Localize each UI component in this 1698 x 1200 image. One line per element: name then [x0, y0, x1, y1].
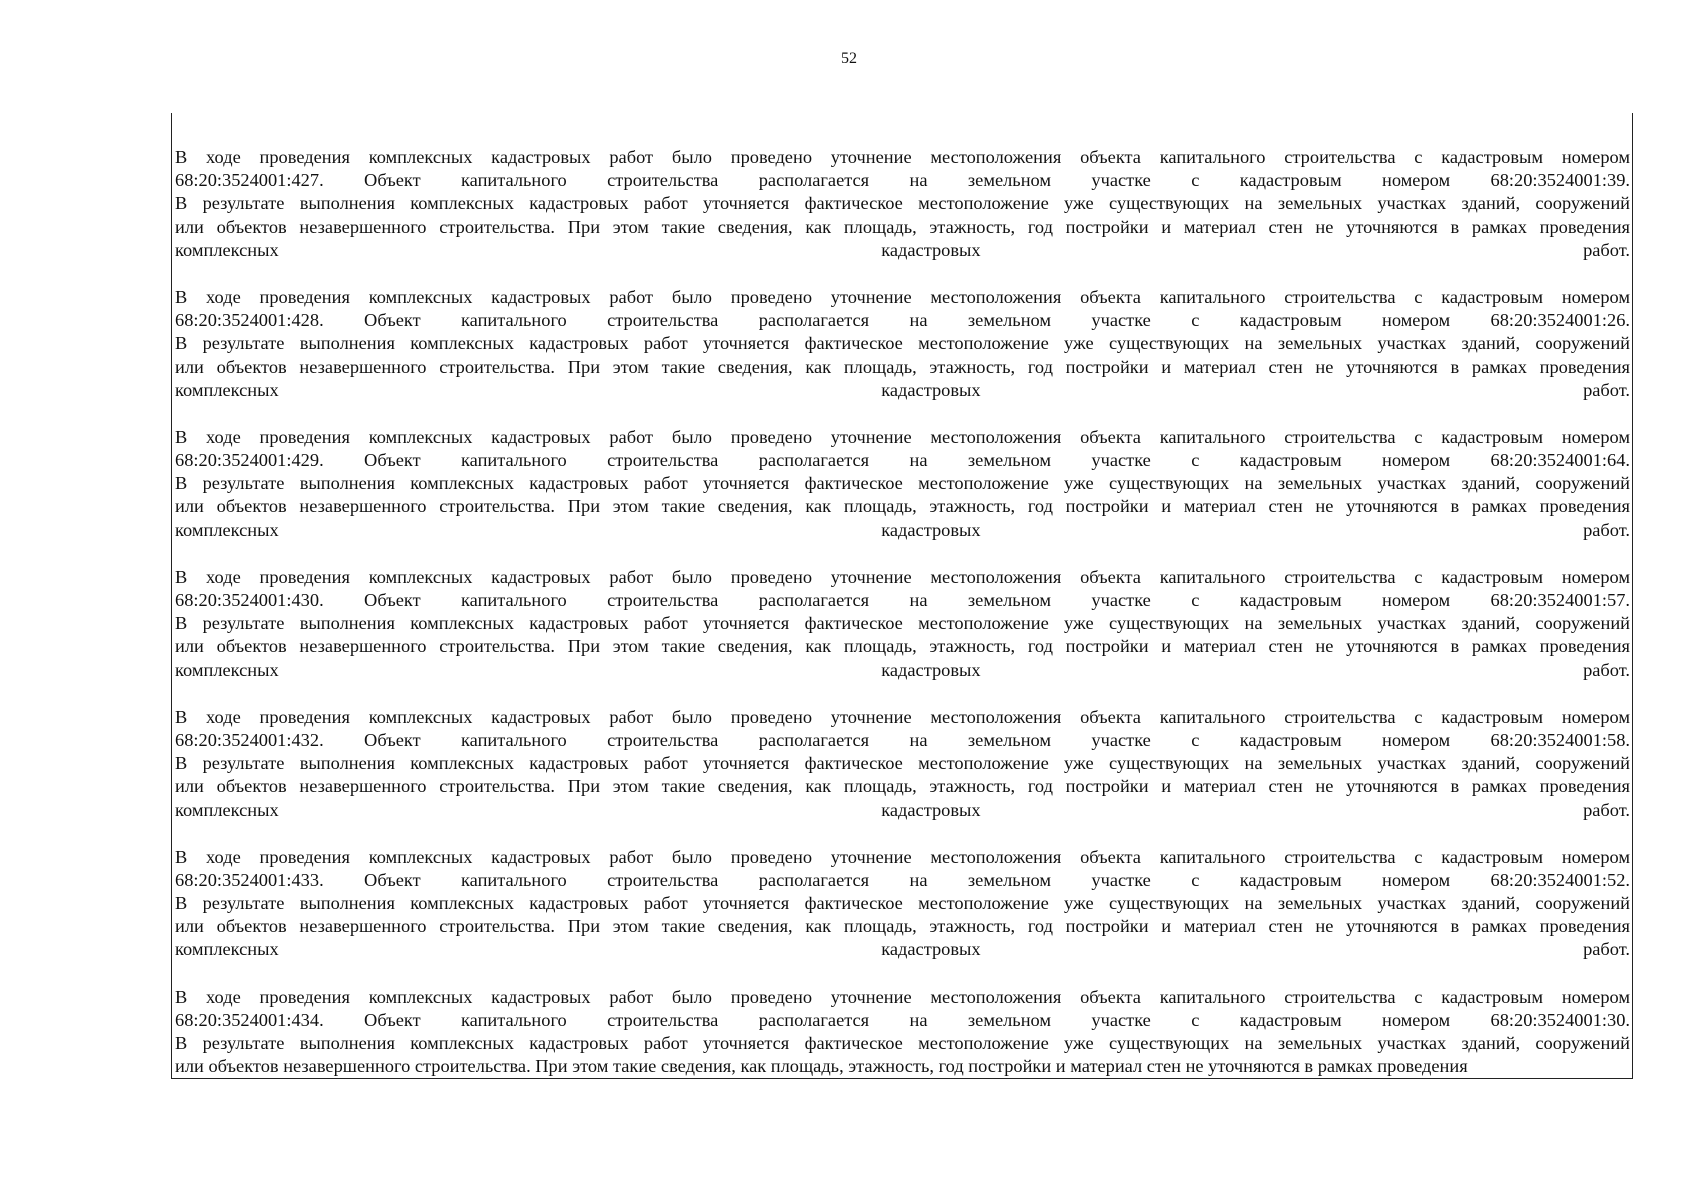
entry-line: В результате выполнения комплексных кадастровых работ уточняется фактическое местоположение уже существующих на земельных участках зданий, сооружений: [175, 333, 1630, 354]
entry-line: 68:20:3524001:433. Объект капитального строительства располагается на земельном участке с кадастровым номером 68:20:3524001:52.: [175, 869, 1630, 890]
entry-line: или объектов незавершенного строительства. При этом такие сведения, как площадь, этажность, год постройки и материал стен не уточняются в рамках проведения: [175, 636, 1630, 657]
entry-line: или объектов незавершенного строительства. При этом такие сведения, как площадь, этажность, год постройки и материал стен не уточняются в рамках проведения: [175, 1056, 1468, 1077]
entry-line: В ходе проведения комплексных кадастровых работ было проведено уточнение местоположения объекта капитального строительства с кадастровым номером: [175, 426, 1630, 447]
entry-line: или объектов незавершенного строительства. При этом такие сведения, как площадь, этажность, год постройки и материал стен не уточняются в рамках проведения: [175, 356, 1630, 377]
entry-line: В ходе проведения комплексных кадастровых работ было проведено уточнение местоположения объекта капитального строительства с кадастровым номером: [175, 846, 1630, 867]
entry-line: или объектов незавершенного строительства. При этом такие сведения, как площадь, этажность, год постройки и материал стен не уточняются в рамках проведения: [175, 216, 1630, 237]
cadastral-entry: [175, 146, 1630, 262]
entry-line: комплексных кадастровых работ.: [175, 379, 1630, 400]
entry-line: 68:20:3524001:429. Объект капитального строительства располагается на земельном участке с кадастровым номером 68:20:3524001:64.: [175, 450, 1630, 471]
cadastral-entry: [175, 286, 1630, 402]
entry-line: или объектов незавершенного строительства. При этом такие сведения, как площадь, этажность, год постройки и материал стен не уточняются в рамках проведения: [175, 916, 1630, 937]
cadastral-entry: [175, 706, 1630, 822]
entry-line: или объектов незавершенного строительства. При этом такие сведения, как площадь, этажность, год постройки и материал стен не уточняются в рамках проведения: [175, 776, 1630, 797]
entry-line: комплексных кадастровых работ.: [175, 239, 1630, 260]
entry-line: В ходе проведения комплексных кадастровых работ было проведено уточнение местоположения объекта капитального строительства с кадастровым номером: [175, 286, 1630, 307]
page-number: 52: [841, 50, 857, 67]
entry-line: В ходе проведения комплексных кадастровых работ было проведено уточнение местоположения объекта капитального строительства с кадастровым номером: [175, 986, 1630, 1007]
entry-line: В результате выполнения комплексных кадастровых работ уточняется фактическое местоположение уже существующих на земельных участках зданий, сооружений: [175, 473, 1630, 494]
entry-line: комплексных кадастровых работ.: [175, 799, 1630, 820]
entry-line: В ходе проведения комплексных кадастровых работ было проведено уточнение местоположения объекта капитального строительства с кадастровым номером: [175, 147, 1630, 167]
entry-line: комплексных кадастровых работ.: [175, 939, 1630, 960]
entry-line: 68:20:3524001:432. Объект капитального строительства располагается на земельном участке с кадастровым номером 68:20:3524001:58.: [175, 729, 1630, 750]
entry-line: 68:20:3524001:430. Объект капитального строительства располагается на земельном участке с кадастровым номером 68:20:3524001:57.: [175, 590, 1630, 610]
entry-line: комплексных кадастровых работ.: [175, 519, 1630, 540]
entry-line: комплексных кадастровых работ.: [175, 659, 1630, 680]
document-table-cell: [171, 113, 1633, 1079]
entry-line: 68:20:3524001:427. Объект капитального строительства располагается на земельном участке с кадастровым номером 68:20:3524001:39.: [175, 170, 1630, 191]
entry-line: В результате выполнения комплексных кадастровых работ уточняется фактическое местоположение уже существующих на земельных участках зданий, сооружений: [175, 1033, 1630, 1053]
cadastral-entry: [175, 846, 1630, 962]
cadastral-entry: [175, 426, 1630, 542]
entry-line: В результате выполнения комплексных кадастровых работ уточняется фактическое местоположение уже существующих на земельных участках зданий, сооружений: [175, 753, 1630, 774]
entry-line: В ходе проведения комплексных кадастровых работ было проведено уточнение местоположения объекта капитального строительства с кадастровым номером: [175, 706, 1630, 727]
entry-line: 68:20:3524001:434. Объект капитального строительства располагается на земельном участке с кадастровым номером 68:20:3524001:30.: [175, 1009, 1630, 1030]
cadastral-entry: [175, 566, 1630, 682]
entry-line: 68:20:3524001:428. Объект капитального строительства располагается на земельном участке с кадастровым номером 68:20:3524001:26.: [175, 310, 1630, 331]
entry-line: В результате выполнения комплексных кадастровых работ уточняется фактическое местоположение уже существующих на земельных участках зданий, сооружений: [175, 613, 1630, 634]
entry-line: В ходе проведения комплексных кадастровых работ было проведено уточнение местоположения объекта капитального строительства с кадастровым номером: [175, 566, 1630, 587]
cadastral-entry: [175, 986, 1630, 1079]
entry-line: В результате выполнения комплексных кадастровых работ уточняется фактическое местоположение уже существующих на земельных участках зданий, сооружений: [175, 893, 1630, 914]
entry-line: или объектов незавершенного строительства. При этом такие сведения, как площадь, этажность, год постройки и материал стен не уточняются в рамках проведения: [175, 496, 1630, 517]
entry-line: В результате выполнения комплексных кадастровых работ уточняется фактическое местоположение уже существующих на земельных участках зданий, сооружений: [175, 193, 1630, 214]
